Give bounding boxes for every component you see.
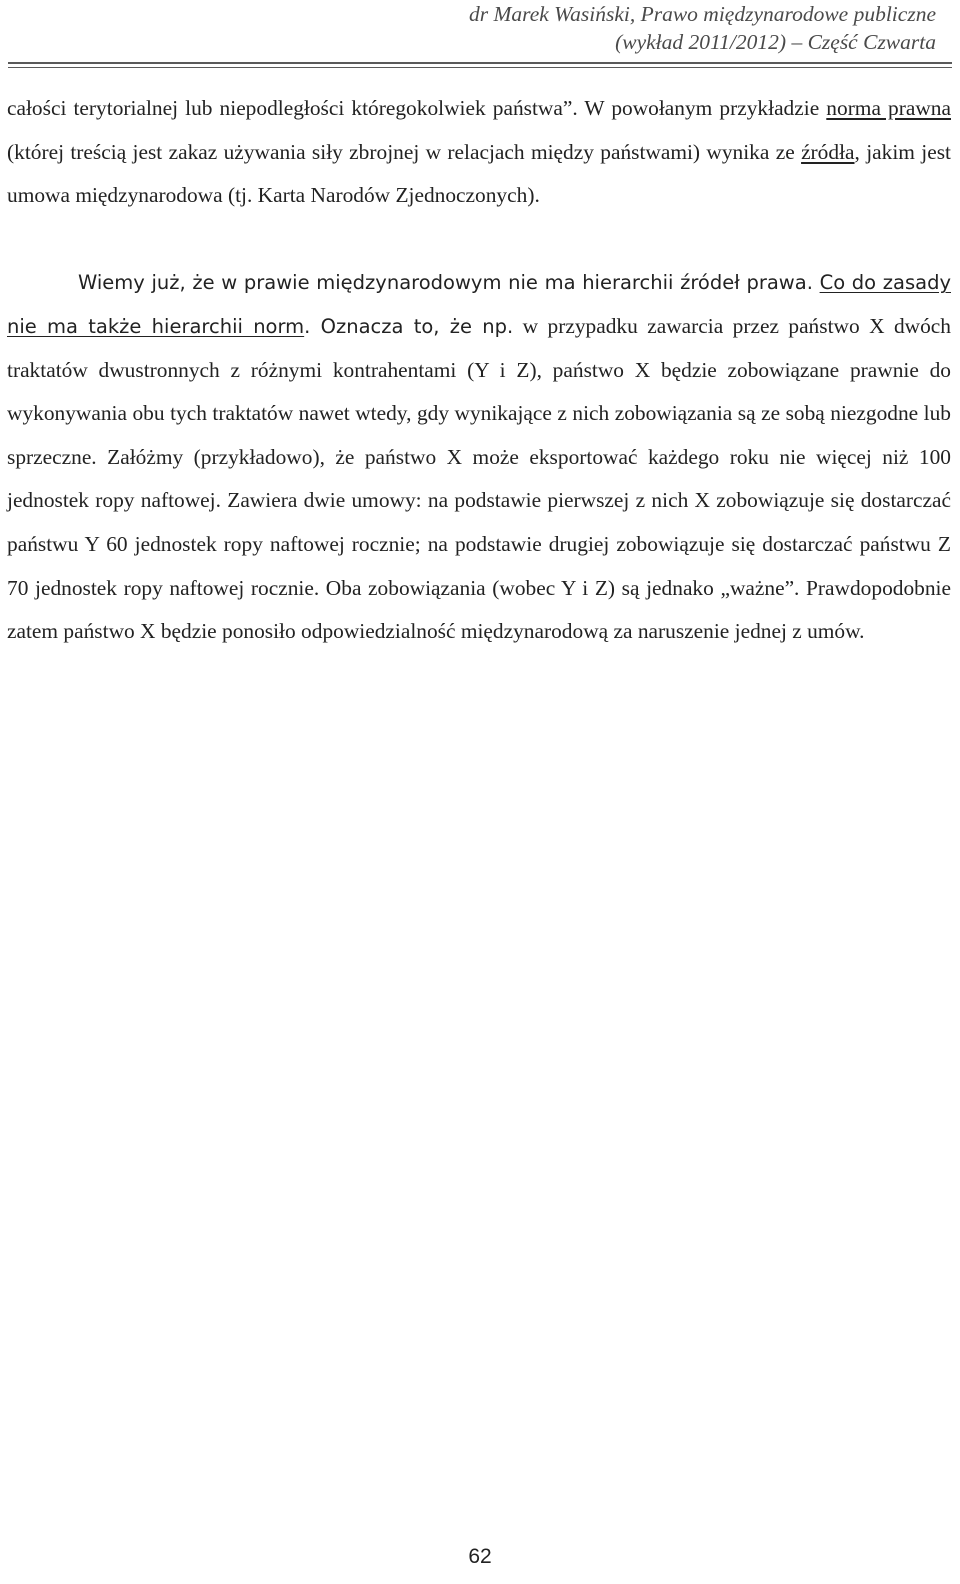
- page-header: [0, 0, 960, 66]
- paragraph-2-text-a: Wiemy już, że w prawie międzynarodowym nie ma hierarchii źródeł prawa.: [78, 271, 820, 295]
- header-subtitle: (wykład 2011/2012) – Część Czwarta: [615, 30, 936, 54]
- hierarchy-norms-underlined: Co do zasady nie ma także hierarchii norm: [7, 271, 951, 338]
- paragraph-1-text-a: całości terytorialnej lub niepodległości któregokolwiek państwa”. W powołanym przykładzie: [7, 96, 827, 120]
- page-number: 62: [468, 1545, 492, 1568]
- paragraph-1-text-c: , jakim jest umowa międzynarodowa (tj. Karta Narodów Zjednoczonych).: [7, 139, 951, 208]
- paragraph-2: [7, 261, 951, 653]
- header-rule-thick: [8, 62, 952, 64]
- zrodla-underlined: źródła: [801, 139, 855, 164]
- header-rule-thin: [8, 67, 952, 68]
- header-title: dr Marek Wasiński, Prawo międzynarodowe publiczne: [469, 2, 936, 26]
- document-body: [7, 87, 951, 654]
- paragraph-2-text-c: w przypadku zawarcia przez państwo X dwóch traktatów dwustronnych z różnymi kontrahentami (Y i Z), państwo X będzie zobowiązane prawnie do wykonywania obu tych traktatów nawet wtedy, gdy wynikające z nich zobowiązania są ze sobą niezgodne lub sprzeczne. Załóżmy (przykładowo), że państwo X może eksportować każdego roku nie więcej niż 100 jednostek ropy naftowej. Zawiera dwie umowy: na podstawie pierwszej z nich X zobowiązuje się dostarczać państwu Y 60 jednostek ropy naftowej rocznie; na podstawie drugiej zobowiązuje się dostarczać państwu Z 70 jednostek ropy naftowej rocznie. Oba zobowiązania (wobec Y i Z) są jednako „ważne”. Prawdopodobnie zatem państwo X będzie ponosiło odpowiedzialność międzynarodową za naruszenie jednej z umów.: [7, 313, 951, 644]
- paragraph-2-text-b: . Oznacza to, że np.: [304, 314, 514, 338]
- norma-prawna-underlined: norma prawna: [826, 96, 951, 120]
- paragraph-1: [7, 87, 951, 218]
- paragraph-1-text-b: (której treścią jest zakaz używania siły zbrojnej w relacjach między państwami) wynika ze: [7, 139, 802, 164]
